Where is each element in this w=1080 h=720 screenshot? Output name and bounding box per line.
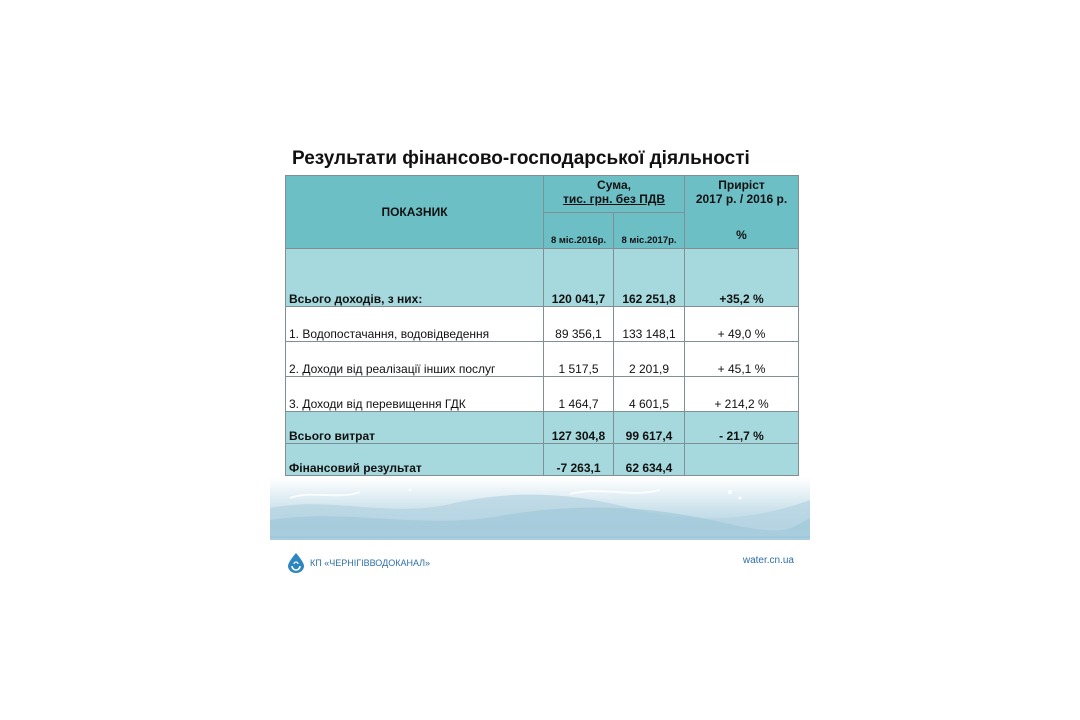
header-col-2017: 8 міс.2017р. xyxy=(614,213,685,249)
row-growth: + 214,2 % xyxy=(685,377,799,412)
table-row xyxy=(286,342,799,377)
row-value-2016: -7 263,1 xyxy=(544,444,614,476)
row-growth xyxy=(685,444,799,476)
website-link[interactable]: water.cn.ua xyxy=(742,555,794,566)
header-indicator: ПОКАЗНИК xyxy=(286,176,544,249)
table-row xyxy=(286,444,799,476)
table-row xyxy=(286,307,799,342)
row-growth: + 45,1 % xyxy=(685,342,799,377)
header-growth-line1: Приріст xyxy=(718,178,765,192)
row-label: Всього витрат xyxy=(286,412,544,444)
header-growth xyxy=(685,176,799,249)
water-wave-banner xyxy=(270,478,810,540)
row-value-2017: 162 251,8 xyxy=(614,249,685,307)
row-label: Фінансовий результат xyxy=(286,444,544,476)
table-row xyxy=(286,377,799,412)
header-col-2016: 8 міс.2016р. xyxy=(544,213,614,249)
row-growth: - 21,7 % xyxy=(685,412,799,444)
header-growth-unit: % xyxy=(736,228,747,242)
water-splash-graphic xyxy=(270,478,810,540)
header-sum xyxy=(544,176,685,213)
table-row xyxy=(286,249,799,307)
row-value-2017: 99 617,4 xyxy=(614,412,685,444)
row-value-2017: 4 601,5 xyxy=(614,377,685,412)
slide-title: Результати фінансово-господарської діяльності xyxy=(292,148,750,169)
row-value-2016: 1 517,5 xyxy=(544,342,614,377)
row-label: 1. Водопостачання, водовідведення xyxy=(286,307,544,342)
row-value-2017: 2 201,9 xyxy=(614,342,685,377)
row-value-2016: 127 304,8 xyxy=(544,412,614,444)
row-value-2016: 1 464,7 xyxy=(544,377,614,412)
footer-brand xyxy=(288,552,430,574)
header-sum-line2: тис. грн. без ПДВ xyxy=(562,192,666,206)
slide xyxy=(270,140,810,580)
row-value-2017: 133 148,1 xyxy=(614,307,685,342)
water-drop-icon xyxy=(288,553,304,573)
row-growth: + 49,0 % xyxy=(685,307,799,342)
row-value-2016: 120 041,7 xyxy=(544,249,614,307)
financial-results-table xyxy=(285,175,799,476)
row-value-2017: 62 634,4 xyxy=(614,444,685,476)
organization-name: КП «ЧЕРНІГІВВОДОКАНАЛ» xyxy=(310,558,431,568)
row-label: 2. Доходи від реалізації інших послуг xyxy=(286,342,544,377)
row-label: 3. Доходи від перевищення ГДК xyxy=(286,377,544,412)
table-row xyxy=(286,412,799,444)
row-growth: +35,2 % xyxy=(685,249,799,307)
header-sum-line1: Сума, xyxy=(597,178,631,192)
header-growth-line2: 2017 р. / 2016 р. xyxy=(695,192,788,206)
row-label: Всього доходів, з них: xyxy=(286,249,544,307)
row-value-2016: 89 356,1 xyxy=(544,307,614,342)
wave-divider-line xyxy=(270,536,810,538)
